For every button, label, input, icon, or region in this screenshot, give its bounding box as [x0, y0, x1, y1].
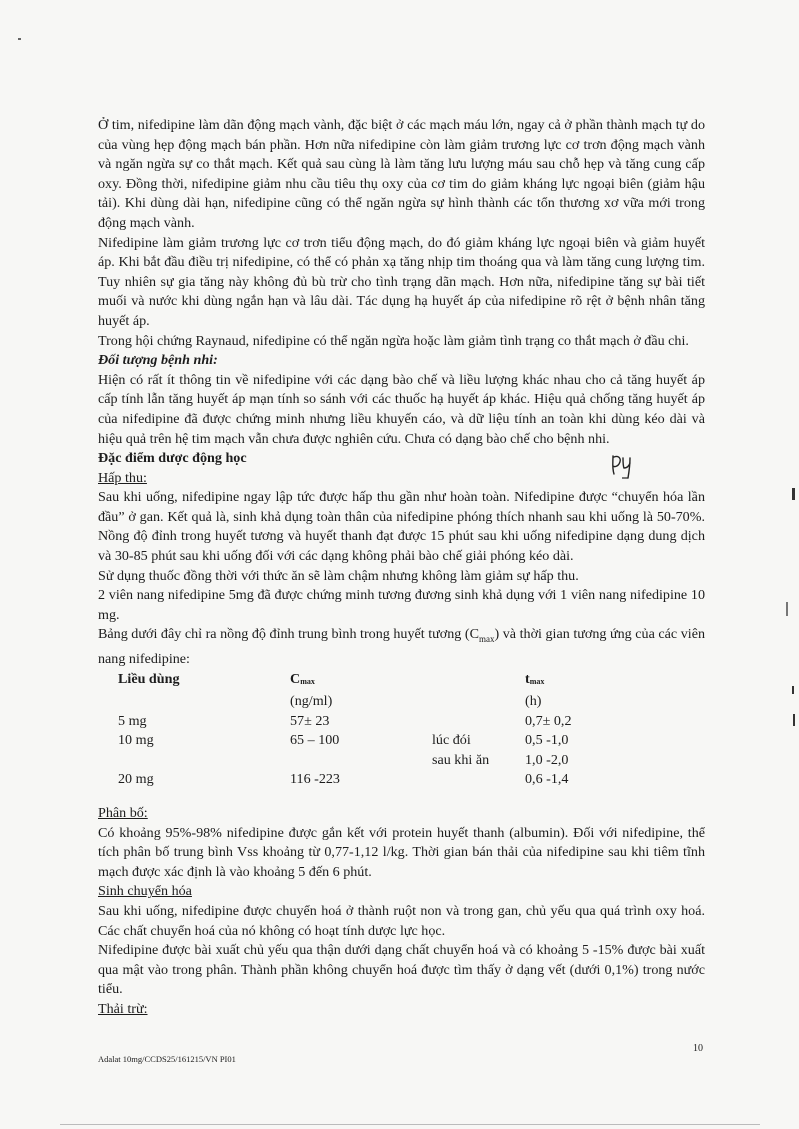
margin-mark — [792, 488, 795, 500]
header-dose: Liều dùng — [118, 671, 180, 688]
cell-cmax: 116 -223 — [290, 771, 340, 788]
pharmacokinetics-heading: Đặc điểm dược động học — [98, 450, 247, 467]
header-tmax-sub: max — [529, 677, 545, 687]
table-intro-before: Bảng dưới đây chỉ ra nồng độ đỉnh trung bình trong huyết tương (C — [98, 626, 479, 643]
table-intro — [98, 625, 705, 669]
cell-cmax: 57± 23 — [290, 712, 330, 729]
heart-paragraph: Ở tim, nifedipine làm dãn động mạch vành, đặc biệt ở các mạch máu lớn, ngay cả ở phần thành mạch tự do của vùng hẹp động mạch bán phần. Hơn nữa nifedipine còn làm giảm trương lực cơ trơn động mạch vành và ngăn ngừa sự co thắt mạch. Kết quả sau cùng là làm tăng lưu lượng máu sau chỗ hẹp và tăng cung cấp oxy. Đồng thời, nifedipine giảm nhu cầu tiêu thụ oxy của cơ tim do giảm kháng lực ngoại biên (giảm hậu tải). Khi dùng dài hạn, nifedipine cũng có thể ngăn ngừa sự hình thành các tổn thương xơ vữa mới trong động mạch vành. — [98, 117, 705, 231]
absorption-paragraph-2: Sử dụng thuốc đồng thời với thức ăn sẽ làm chậm nhưng không làm giảm sự hấp thu. — [98, 567, 579, 584]
table-row — [98, 770, 572, 790]
arteriole-paragraph: Nifedipine làm giảm trương lực cơ trơn tiểu động mạch, do đó giảm kháng lực ngoại biên và giảm huyết áp. Khi bắt đầu điều trị nifedipine, có thể có phản xạ tăng nhịp tim thoáng qua và làm tăng cung lượng tim. Tuy nhiên sự gia tăng này không đủ bù trừ cho tình trạng dãn mạch. Hơn nữa, nifedipine tăng sự bài tiết muối và nước khi dùng ngắn hạn và lâu dài. Tác dụng hạ huyết áp của nifedipine rõ rệt ở bệnh nhân tăng huyết áp. — [98, 234, 705, 329]
header-cmax-main: C — [290, 671, 301, 688]
cell-dose: 10 mg — [118, 732, 154, 749]
unit-dose — [98, 692, 290, 712]
cell-cmax: 65 – 100 — [290, 732, 340, 749]
elimination-subheading — [98, 1000, 705, 1020]
cell-tmax: 0,5 -1,0 — [525, 732, 569, 749]
unit-tmax: (h) — [525, 693, 542, 710]
pediatric-heading: Đối tượng bệnh nhi: — [98, 352, 218, 369]
margin-mark — [793, 714, 795, 726]
cell-dose — [98, 751, 290, 771]
margin-mark — [786, 602, 788, 616]
absorption-paragraph-3: 2 viên nang nifedipine 5mg đã được chứng minh tương đương sinh khả dụng với 1 viên nang nifedipine 10 mg. — [98, 587, 705, 623]
margin-mark — [792, 686, 794, 694]
table-intro-sub: max — [479, 634, 495, 645]
cell-dose: 20 mg — [118, 771, 154, 788]
distribution-subheading-text: Phân bố: — [98, 805, 148, 821]
cell-condition — [432, 712, 525, 732]
raynaud-paragraph: Trong hội chứng Raynaud, nifedipine có thể ngăn ngừa hoặc làm giảm tình trạng co thắt mạch ở đầu chi. — [98, 332, 689, 349]
document-body — [98, 116, 705, 1020]
header-tmax-main: t — [525, 671, 530, 688]
metabolism-paragraph-2: Nifedipine được bài xuất chủ yếu qua thận dưới dạng chất chuyển hoá và có khoảng 5 -15% được bài xuất qua mật vào trong phân. Thành phần không chuyển hoá được tìm thấy ở dạng vết (dưới 0,1%) trong nước tiểu. — [98, 942, 705, 998]
cell-cmax — [290, 751, 432, 771]
header-condition — [432, 670, 525, 692]
table-row — [98, 712, 572, 732]
page-number: 10 — [693, 1043, 703, 1054]
table-row — [98, 751, 572, 771]
metabolism-subheading — [98, 882, 705, 902]
scan-artifact-dot — [18, 38, 21, 40]
metabolism-paragraph-1: Sau khi uống, nifedipine được chuyển hoá ở thành ruột non và trong gan, chủ yếu qua quá trình oxy hoá. Các chất chuyển hoá của nó không có hoạt tính dược lực học. — [98, 902, 705, 939]
document-code: Adalat 10mg/CCDS25/161215/VN PI01 — [98, 1054, 236, 1064]
cell-tmax: 0,6 -1,4 — [525, 771, 569, 788]
pediatric-paragraph: Hiện có rất ít thông tin về nifedipine với các dạng bào chế và liều lượng khác nhau cho cả tăng huyết áp cấp tính lẫn tăng huyết áp mạn tính so sánh với các thuốc hạ huyết áp khác. Hiệu quả chống tăng huyết áp của nifedipine đã được chứng minh nhưng liều khuyến cáo, và dữ liệu tính an toàn khi dùng kéo dài và hiệu quả trên hệ tim mạch vẫn chưa được nghiên cứu. Chưa có dạng bào chế cho bệnh nhi. — [98, 371, 705, 447]
cell-tmax: 0,7± 0,2 — [525, 712, 572, 729]
header-tmax — [525, 670, 572, 692]
handwritten-initials-signature — [610, 452, 636, 480]
header-cmax-sub: max — [300, 677, 315, 687]
pharmacokinetic-table — [98, 670, 572, 790]
unit-condition — [432, 692, 525, 712]
table-row — [98, 731, 572, 751]
absorption-subheading-text: Hấp thu: — [98, 469, 147, 486]
cell-tmax: 1,0 -2,0 — [525, 751, 569, 768]
cell-condition: lúc đói — [432, 732, 471, 749]
unit-cmax: (ng/ml) — [290, 693, 333, 710]
cell-dose: 5 mg — [118, 712, 147, 729]
table-unit-row — [98, 692, 572, 712]
absorption-paragraph-1: Sau khi uống, nifedipine ngay lập tức được hấp thu gần như hoàn toàn. Nifedipine được “chuyển hóa lần đầu” ở gan. Kết quả là, sinh khả dụng toàn thân của nifedipine phóng thích nhanh sau khi uống là 50-70%. Nồng độ đỉnh trong huyết tương và huyết thanh đạt được 15 phút sau khi uống nifedipine dạng dung dịch và 30-85 phút sau khi uống đối với các dạng không phải bào chế giải phóng kéo dài. — [98, 489, 705, 565]
cell-condition: sau khi ăn — [432, 751, 490, 768]
table-intro-after: ) và thời gian tương ứng của các viên nang nifedipine: — [98, 626, 705, 667]
distribution-paragraph: Có khoảng 95%-98% nifedipine được gắn kết với protein huyết thanh (albumin). Đối với nifedipine, thể tích phân bố trung bình Vss khoảng từ 0,77-1,12 l/kg. Thời gian bán thải của nifedipine sau khi tiêm tĩnh mạch được xác định là vào khoảng 5 đến 6 phút. — [98, 824, 705, 880]
distribution-subheading — [98, 804, 705, 824]
header-cmax — [290, 670, 432, 692]
metabolism-subheading-text: Sinh chuyển hóa — [98, 883, 192, 900]
bottom-edge-line — [60, 1124, 760, 1125]
cell-condition — [432, 770, 525, 790]
elimination-subheading-text: Thải trừ: — [98, 1000, 148, 1017]
table-header-row — [98, 670, 572, 692]
